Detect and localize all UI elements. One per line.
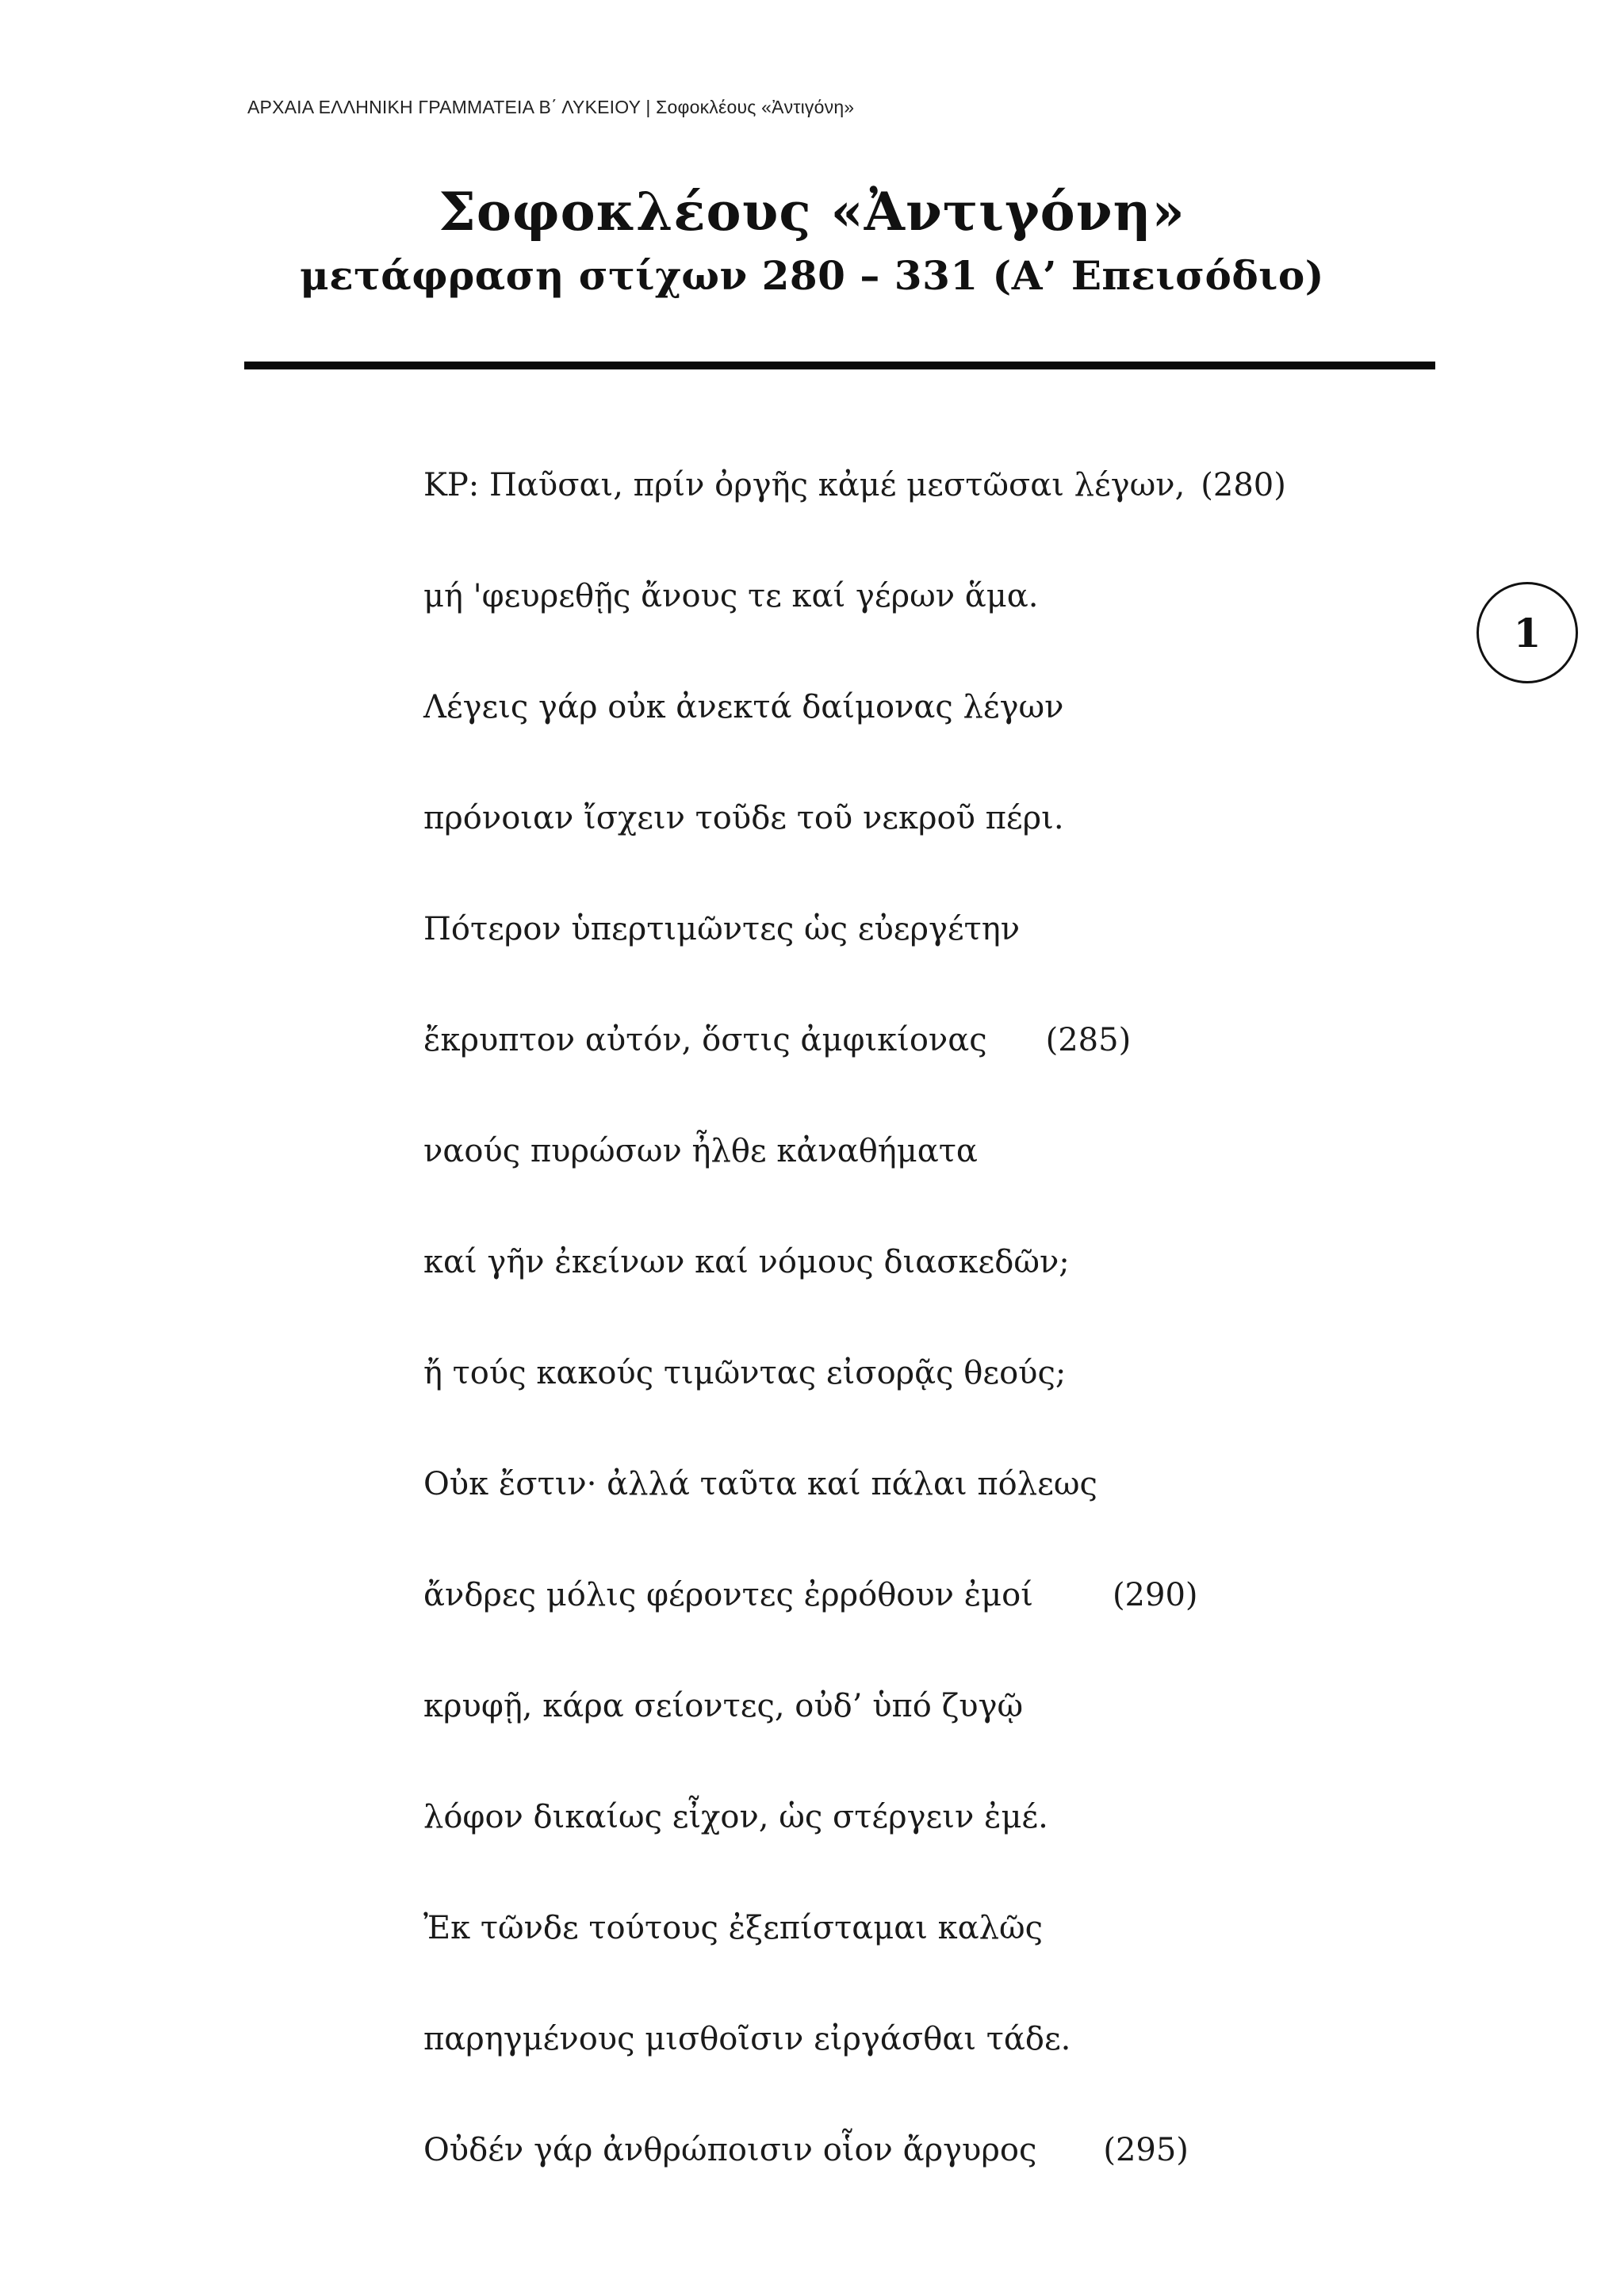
verse-line: [423, 2015, 1415, 2126]
page-number-badge: 1: [1477, 582, 1578, 683]
verse-text: κρυφῇ, κάρα σείοντες, οὐδ’ ὑπό ζυγῷ: [423, 1688, 1024, 1724]
verse-number: (285): [1045, 1022, 1132, 1058]
title-divider: [244, 362, 1435, 369]
verse-text: Οὐδέν γάρ ἀνθρώποισιν οἷον ἄργυρος: [423, 2132, 1037, 2168]
verse-list: [423, 461, 1415, 2237]
verse-line: [423, 461, 1415, 572]
verse-line: [423, 1127, 1415, 1238]
verse-text: Ἐκ τῶνδε τούτους ἐξεπίσταμαι καλῶς: [423, 1910, 1044, 1946]
verse-text: πρόνοιαν ἴσχειν τοῦδε τοῦ νεκροῦ πέρι.: [423, 800, 1064, 836]
verse-text: μή 'φευρεθῇς ἄνους τε καί γέρων ἅμα.: [423, 578, 1039, 614]
verse-text: ἤ τούς κακούς τιμῶντας εἰσορᾷς θεούς;: [423, 1355, 1067, 1391]
verse-line: [423, 1904, 1415, 2015]
verse-text: Πότερον ὑπερτιμῶντες ὡς εὐεργέτην: [423, 911, 1021, 947]
verse-line: [423, 794, 1415, 905]
verse-number: (295): [1103, 2132, 1189, 2168]
verse-text: ἄνδρες μόλις φέροντες ἐρρόθουν ἐμοί: [423, 1577, 1033, 1613]
verse-number: (290): [1112, 1577, 1198, 1613]
verse-text: ΚΡ: Παῦσαι, πρίν ὀργῆς κἀμέ μεστῶσαι λέγων,: [423, 467, 1185, 503]
verse-line: [423, 1016, 1415, 1127]
verse-text: Λέγεις γάρ οὐκ ἀνεκτά δαίμονας λέγων: [423, 689, 1064, 725]
verse-text: Οὐκ ἔστιν· ἀλλά ταῦτα καί πάλαι πόλεως: [423, 1466, 1097, 1502]
running-header: ΑΡΧΑΙΑ ΕΛΛΗΝΙΚΗ ΓΡΑΜΜΑΤΕΙΑ Β΄ ΛΥΚΕΙΟΥ | Σοφοκλέους «Ἀντιγόνη»: [247, 97, 855, 117]
verse-line: [423, 905, 1415, 1016]
verse-line: [423, 572, 1415, 683]
verse-text: ἔκρυπτον αὐτόν, ὅστις ἀμφικίονας: [423, 1022, 987, 1058]
verse-line: [423, 1793, 1415, 1904]
verse-text: παρηγμένους μισθοῖσιν εἰργάσθαι τάδε.: [423, 2021, 1071, 2057]
verse-number: (280): [1201, 467, 1286, 503]
verse-line: [423, 1238, 1415, 1349]
verse-line: [423, 1460, 1415, 1571]
verse-line: [423, 1682, 1415, 1793]
verse-text: καί γῆν ἐκείνων καί νόμους διασκεδῶν;: [423, 1244, 1070, 1280]
verse-line: [423, 2126, 1415, 2237]
verse-text: ναούς πυρώσων ἦλθε κἀναθήματα: [423, 1133, 978, 1169]
page-subtitle: μετάφραση στίχων 280 – 331 (Α’ Επεισόδιο): [300, 252, 1324, 299]
page-title: Σοφοκλέους «Ἀντιγόνη»: [439, 181, 1185, 243]
verse-line: [423, 1349, 1415, 1460]
verse-text: λόφον δικαίως εἶχον, ὡς στέργειν ἐμέ.: [423, 1799, 1048, 1835]
verse-line: [423, 683, 1415, 794]
verse-line: [423, 1571, 1415, 1682]
